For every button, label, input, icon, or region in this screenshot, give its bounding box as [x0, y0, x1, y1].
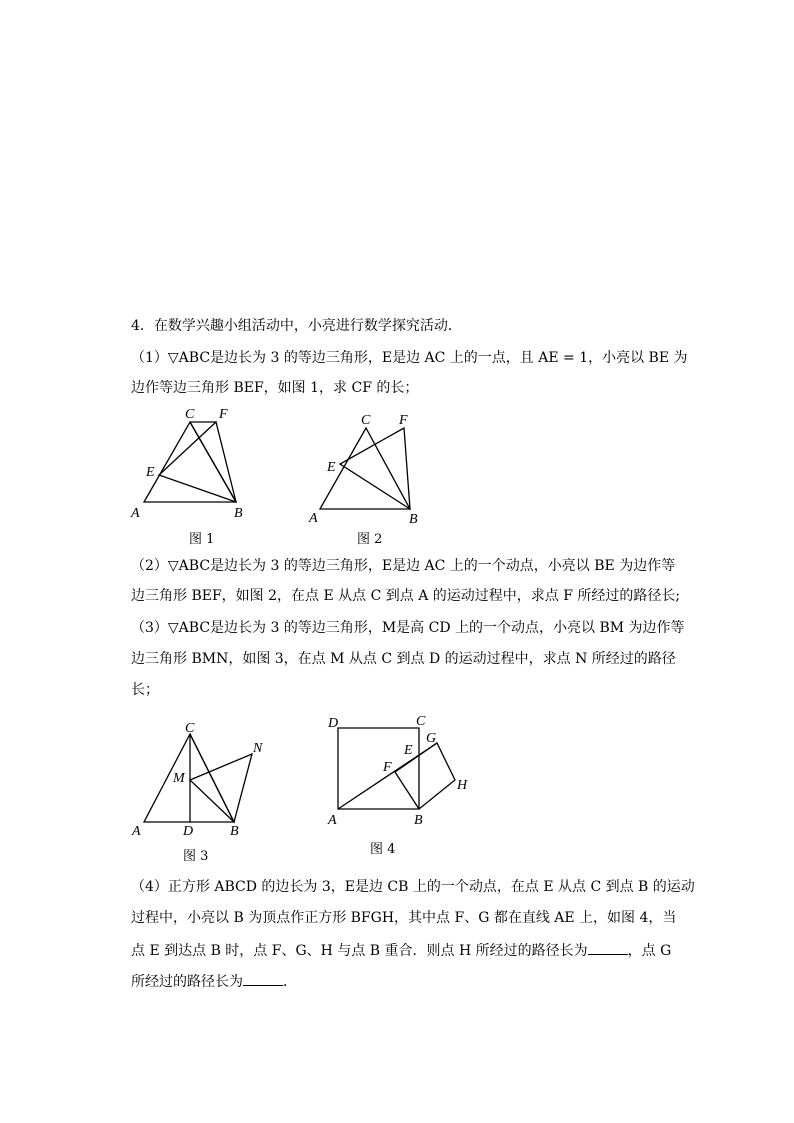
fig4-label-g: G	[426, 731, 437, 746]
part2-line2: 边三角形 BEF，如图 2，在点 E 从点 C 到点 A 的运动过程中，求点 F 所经过的路径长;	[131, 588, 681, 604]
fig2-label-c: C	[361, 413, 371, 428]
fig3-caption: 图 3	[183, 849, 209, 864]
fig2-triangle-bef	[340, 428, 410, 509]
fig4-label-c: C	[416, 714, 426, 729]
part4-line4	[131, 971, 297, 992]
fig1-label-b: B	[234, 506, 243, 521]
fig4-label-d: D	[328, 716, 339, 731]
answer-blank-g-path[interactable]	[243, 971, 283, 986]
fig3-label-b: B	[230, 824, 239, 839]
fig3-label-a: A	[132, 824, 141, 839]
fig1-label-f: F	[219, 407, 228, 422]
part3-line2: 边三角形 BMN，如图 3，在点 M 从点 C 到点 D 的运动过程中，求点 N 所经过的路径	[131, 651, 676, 667]
fig4-label-h: H	[457, 778, 468, 793]
fig4-label-b: B	[414, 813, 423, 828]
figure-3	[130, 722, 275, 840]
fig3-label-m: M	[173, 771, 185, 786]
fig4-label-f: F	[383, 760, 392, 775]
fig1-segment-cb-diag	[190, 422, 236, 502]
figure-4	[322, 708, 482, 830]
answer-blank-h-path[interactable]	[588, 940, 628, 955]
fig1-triangle-abc	[144, 422, 236, 502]
fig4-label-e: E	[404, 743, 413, 758]
part4-line1: （4）正方形 ABCD 的边长为 3，E是边 CB 上的一个动点，在点 E 从点 C 到点 B 的运动	[131, 879, 695, 895]
part4-line3-text: 点 E 到达点 B 时，点 F、G、H 与点 B 重合．则点 H 所经过的路径长为	[131, 943, 588, 959]
fig3-triangle-bmn	[190, 754, 252, 822]
part4-line3-tail: ，点 G	[627, 943, 672, 959]
part1-line1: （1）▽ABC是边长为 3 的等边三角形，E是边 AC 上的一点，且 AE = 1，小亮以 BE 为	[131, 350, 688, 366]
fig1-label-a: A	[131, 506, 140, 521]
fig1-label-c: C	[185, 407, 195, 422]
fig4-caption: 图 4	[370, 842, 396, 857]
part4-line4-text: 所经过的路径长为	[131, 974, 243, 990]
fig2-label-e: E	[327, 460, 336, 475]
fig2-caption: 图 2	[357, 532, 383, 547]
part1-line2: 边作等边三角形 BEF，如图 1，求 CF 的长；	[131, 380, 419, 396]
part3-line1: （3）▽ABC是边长为 3 的等边三角形，M是高 CD 上的一个动点，小亮以 BM 为边作等	[131, 620, 685, 636]
fig3-segment-cb-diag	[190, 734, 234, 822]
fig1-caption: 图 1	[189, 532, 215, 547]
part2-line1: （2）▽ABC是边长为 3 的等边三角形，E是边 AC 上的一个动点，小亮以 BE 为边作等	[131, 558, 676, 574]
figure-1	[130, 404, 270, 522]
part3-line3: 长；	[131, 682, 159, 698]
figure-2	[306, 408, 436, 526]
fig4-label-a: A	[328, 813, 337, 828]
fig3-label-c: C	[185, 721, 195, 736]
fig3-label-n: N	[253, 741, 263, 756]
fig2-label-b: B	[409, 512, 418, 527]
fig2-label-a: A	[309, 511, 318, 526]
fig2-label-f: F	[399, 413, 408, 428]
part4-line2: 过程中，小亮以 B 为顶点作正方形 BFGH，其中点 F、G 都在直线 AE 上，如图 4，当	[131, 910, 677, 926]
part4-line3	[131, 940, 671, 961]
fig1-label-e: E	[146, 465, 155, 480]
fig4-square-abcd	[338, 728, 419, 809]
fig3-label-d: D	[183, 824, 194, 839]
problem-header: 4．在数学兴趣小组活动中，小亮进行数学探究活动．	[131, 318, 462, 334]
part4-line4-tail: ．	[283, 974, 297, 990]
